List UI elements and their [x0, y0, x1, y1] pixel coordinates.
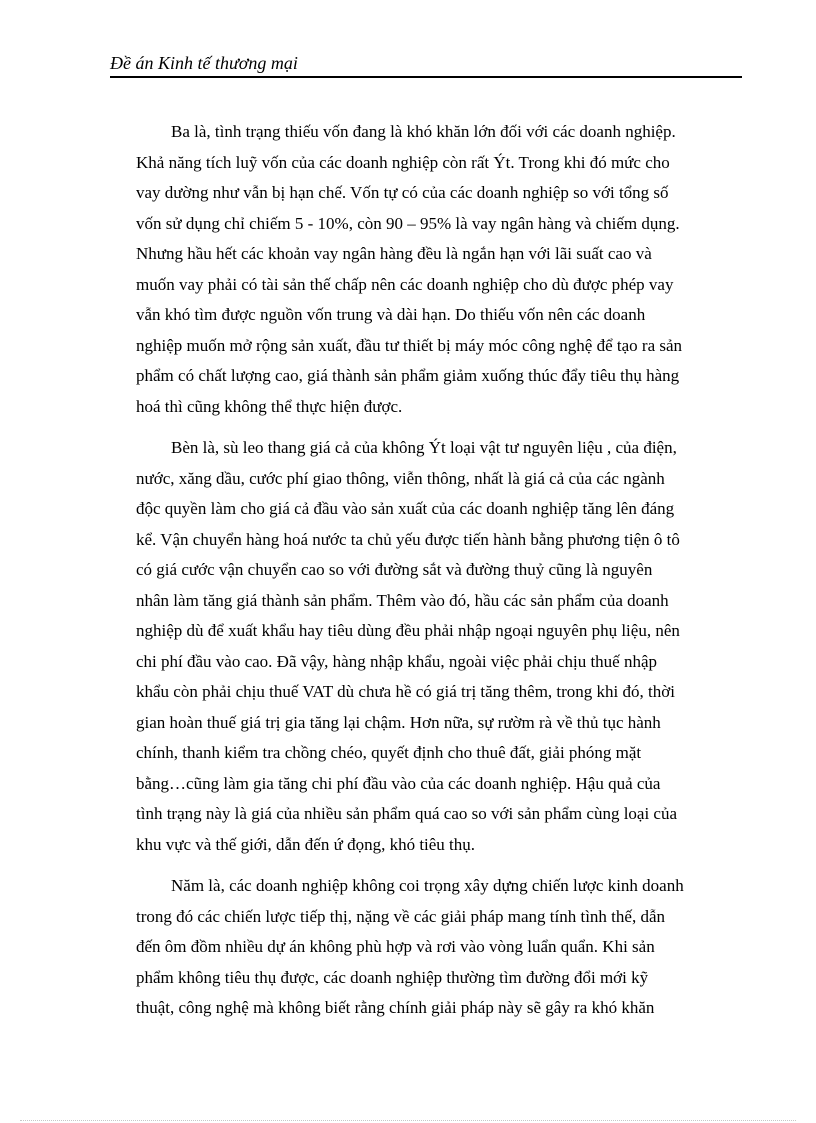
text-line: đến ôm đồm nhiều dự án không phù hợp và rơi vào vòng luẩn quẩn. Khi sản — [136, 937, 655, 956]
text-line: tình trạng này là giá của nhiều sản phẩm quá cao so với sản phẩm cùng loại của — [136, 804, 678, 823]
text-line: khẩu còn phải chịu thuế VAT dù chưa hề có giá trị tăng thêm, trong khi đó, thời — [136, 682, 675, 701]
text-line: nước, xăng dầu, cước phí giao thông, viễn thông, nhất là giá cả của các ngành — [136, 468, 665, 488]
text-line: gian hoàn thuế giá trị gia tăng lại chậm. Hơn nữa, sự rườm rà về thủ tục hành — [136, 712, 661, 732]
paragraph-nam-la — [136, 871, 740, 1024]
text-line: khu vực và thế giới, dẫn đến ứ đọng, khó tiêu thụ. — [136, 834, 476, 854]
text-line: chính, thanh kiểm tra chồng chéo, quyết định cho thuê đất, giải phóng mặt — [136, 743, 642, 762]
paragraph-ba-la — [136, 117, 740, 422]
text-line: Khả năng tích luỹ vốn của các doanh nghiệp còn rất Ýt. Trong khi đó mức cho — [136, 152, 670, 172]
page-header — [110, 52, 742, 80]
text-line: phẩm không tiêu thụ được, các doanh nghiệp thường tìm đường đổi mới kỹ — [136, 967, 649, 987]
text-line: nghiệp dù để xuất khẩu hay tiêu dùng đều phải nhập ngoại nguyên phụ liệu, nên — [136, 621, 680, 640]
text-line: Ba là, tình trạng thiếu vốn đang là khó khăn lớn đối với các doanh nghiệp. — [171, 122, 676, 141]
text-line: vay dường như vẫn bị hạn chế. Vốn tự có của các doanh nghiệp so với tổng số — [136, 183, 669, 202]
text-line: phẩm có chất lượng cao, giá thành sản phẩm giảm xuống thúc đẩy tiêu thụ hàng — [136, 366, 680, 385]
text-line: độc quyền làm cho giá cả đầu vào sản xuất của các doanh nghiệp tăng lên đáng — [136, 499, 675, 518]
text-line: thuật, công nghệ mà không biết rằng chính giải pháp này sẽ gây ra khó khăn — [136, 998, 655, 1017]
text-line: vẫn khó tìm được nguồn vốn trung và dài hạn. Do thiếu vốn nên các doanh — [136, 305, 646, 324]
text-line: nhân làm tăng giá thành sản phẩm. Thêm vào đó, hầu các sản phẩm của doanh — [136, 590, 669, 610]
paragraph-bon-la — [136, 433, 740, 860]
text-line: Năm là, các doanh nghiệp không coi trọng xây dựng chiến lược kinh doanh — [171, 876, 684, 895]
text-line: có giá cước vận chuyển cao so với đường sắt và đường thuỷ cũng là nguyên — [136, 560, 653, 579]
text-line: trong đó các chiến lược tiếp thị, nặng về các giải pháp mang tính tình thế, dẫn — [136, 906, 665, 926]
text-line: Bèn là, sù leo thang giá cả của không Ýt loại vật tư nguyên liệu , của điện, — [171, 438, 677, 457]
text-line: bằng…cũng làm gia tăng chi phí đầu vào của các doanh nghiệp. Hậu quả của — [136, 773, 661, 793]
text-line: chi phí đầu vào cao. Đã vậy, hàng nhập khẩu, ngoài việc phải chịu thuế nhập — [136, 651, 658, 671]
text-line: Nhưng hầu hết các khoản vay ngân hàng đều là ngắn hạn với lãi suất cao và — [136, 244, 652, 263]
text-line: kể. Vận chuyển hàng hoá nước ta chủ yếu được tiến hành bằng phương tiện ô tô — [136, 529, 680, 549]
text-line: muốn vay phải có tài sản thế chấp nên các doanh nghiệp cho dù được phép vay — [136, 274, 674, 294]
footer-divider — [20, 1120, 796, 1121]
header-divider — [110, 76, 742, 78]
header-title: Đề án Kinh tế thương mại — [110, 53, 298, 73]
text-line: nghiệp muốn mở rộng sản xuất, đầu tư thiết bị máy móc công nghệ để tạo ra sản — [136, 335, 683, 355]
text-line: hoá thì cũng không thể thực hiện được. — [136, 396, 403, 416]
text-line: vốn sử dụng chỉ chiếm 5 - 10%, còn 90 – 95% là vay ngân hàng và chiếm dụng. — [136, 213, 680, 233]
page-body — [136, 117, 740, 1035]
